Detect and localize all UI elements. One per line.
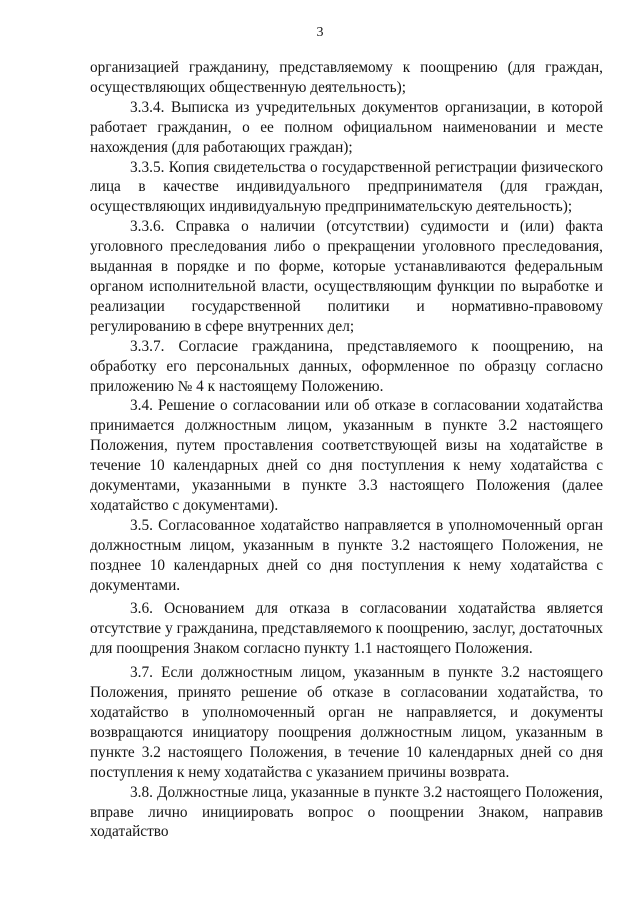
paragraph-3-3-5: 3.3.5. Копия свидетельства о государственной регистрации физического лица в качестве индивидуального предпринимателя (для граждан, осуществляющих индивидуальную предпринимательскую деятельность);: [90, 158, 603, 216]
paragraph-3-4: 3.4. Решение о согласовании или об отказе в согласовании ходатайства принимается должностным лицом, указанным в пункте 3.2 настоящего Положения, путем проставления соответствующей визы на ходатайстве в течение 10 календарных дней со дня поступления к нему ходатайства с документами, указанными в пункте 3.3 настоящего Положения (далее ходатайство с документами).: [90, 397, 603, 514]
paragraph-continuation: организацией гражданину, представляемому к поощрению (для граждан, осуществляющих общественную деятельность);: [90, 59, 603, 96]
paragraph-3-3-6: 3.3.6. Справка о наличии (отсутствии) судимости и (или) факта уголовного преследования либо о прекращении уголовного преследования, выданная в порядке и по форме, которые устанавливаются федеральным органом исполнительной власти, осуществляющим функции по выработке и реализации государственной политики и нормативно-правовому регулированию в сфере внутренних дел;: [90, 218, 603, 335]
paragraph-3-7: 3.7. Если должностным лицом, указанным в пункте 3.2 настоящего Положения, принято решение об отказе в согласовании ходатайства, то ходатайство в уполномоченный орган не направляется, и документы возвращаются инициатору поощрения должностным лицом, указанным в пункте 3.2 настоящего Положения, в течение 10 календарных дней со дня поступления к нему ходатайства с указанием причины возврата.: [90, 664, 603, 781]
paragraph-3-8: 3.8. Должностные лица, указанные в пункте 3.2 настоящего Положения, вправе лично инициировать вопрос о поощрении Знаком, направив ходатайство: [90, 783, 603, 841]
paragraph-3-6: 3.6. Основанием для отказа в согласовании ходатайства является отсутствие у гражданина, представляемого к поощрению, заслуг, достаточных для поощрения Знаком согласно пункту 1.1 настоящего Положения.: [90, 600, 603, 658]
paragraph-3-3-4: 3.3.4. Выписка из учредительных документов организации, в которой работает гражданин, о ее полном официальном наименовании и месте нахождения (для работающих граждан);: [90, 98, 603, 156]
paragraph-3-5: 3.5. Согласованное ходатайство направляется в уполномоченный орган должностным лицом, указанным в пункте 3.2 настоящего Положения, не позднее 10 календарных дней со дня поступления к нему ходатайства с документами.: [90, 516, 603, 594]
paragraph-3-3-7: 3.3.7. Согласие гражданина, представляемого к поощрению, на обработку его персональных данных, оформленное по образцу согласно приложению № 4 к настоящему Положению.: [90, 337, 603, 395]
page-number: 3: [316, 25, 324, 40]
document-body: [90, 58, 603, 842]
